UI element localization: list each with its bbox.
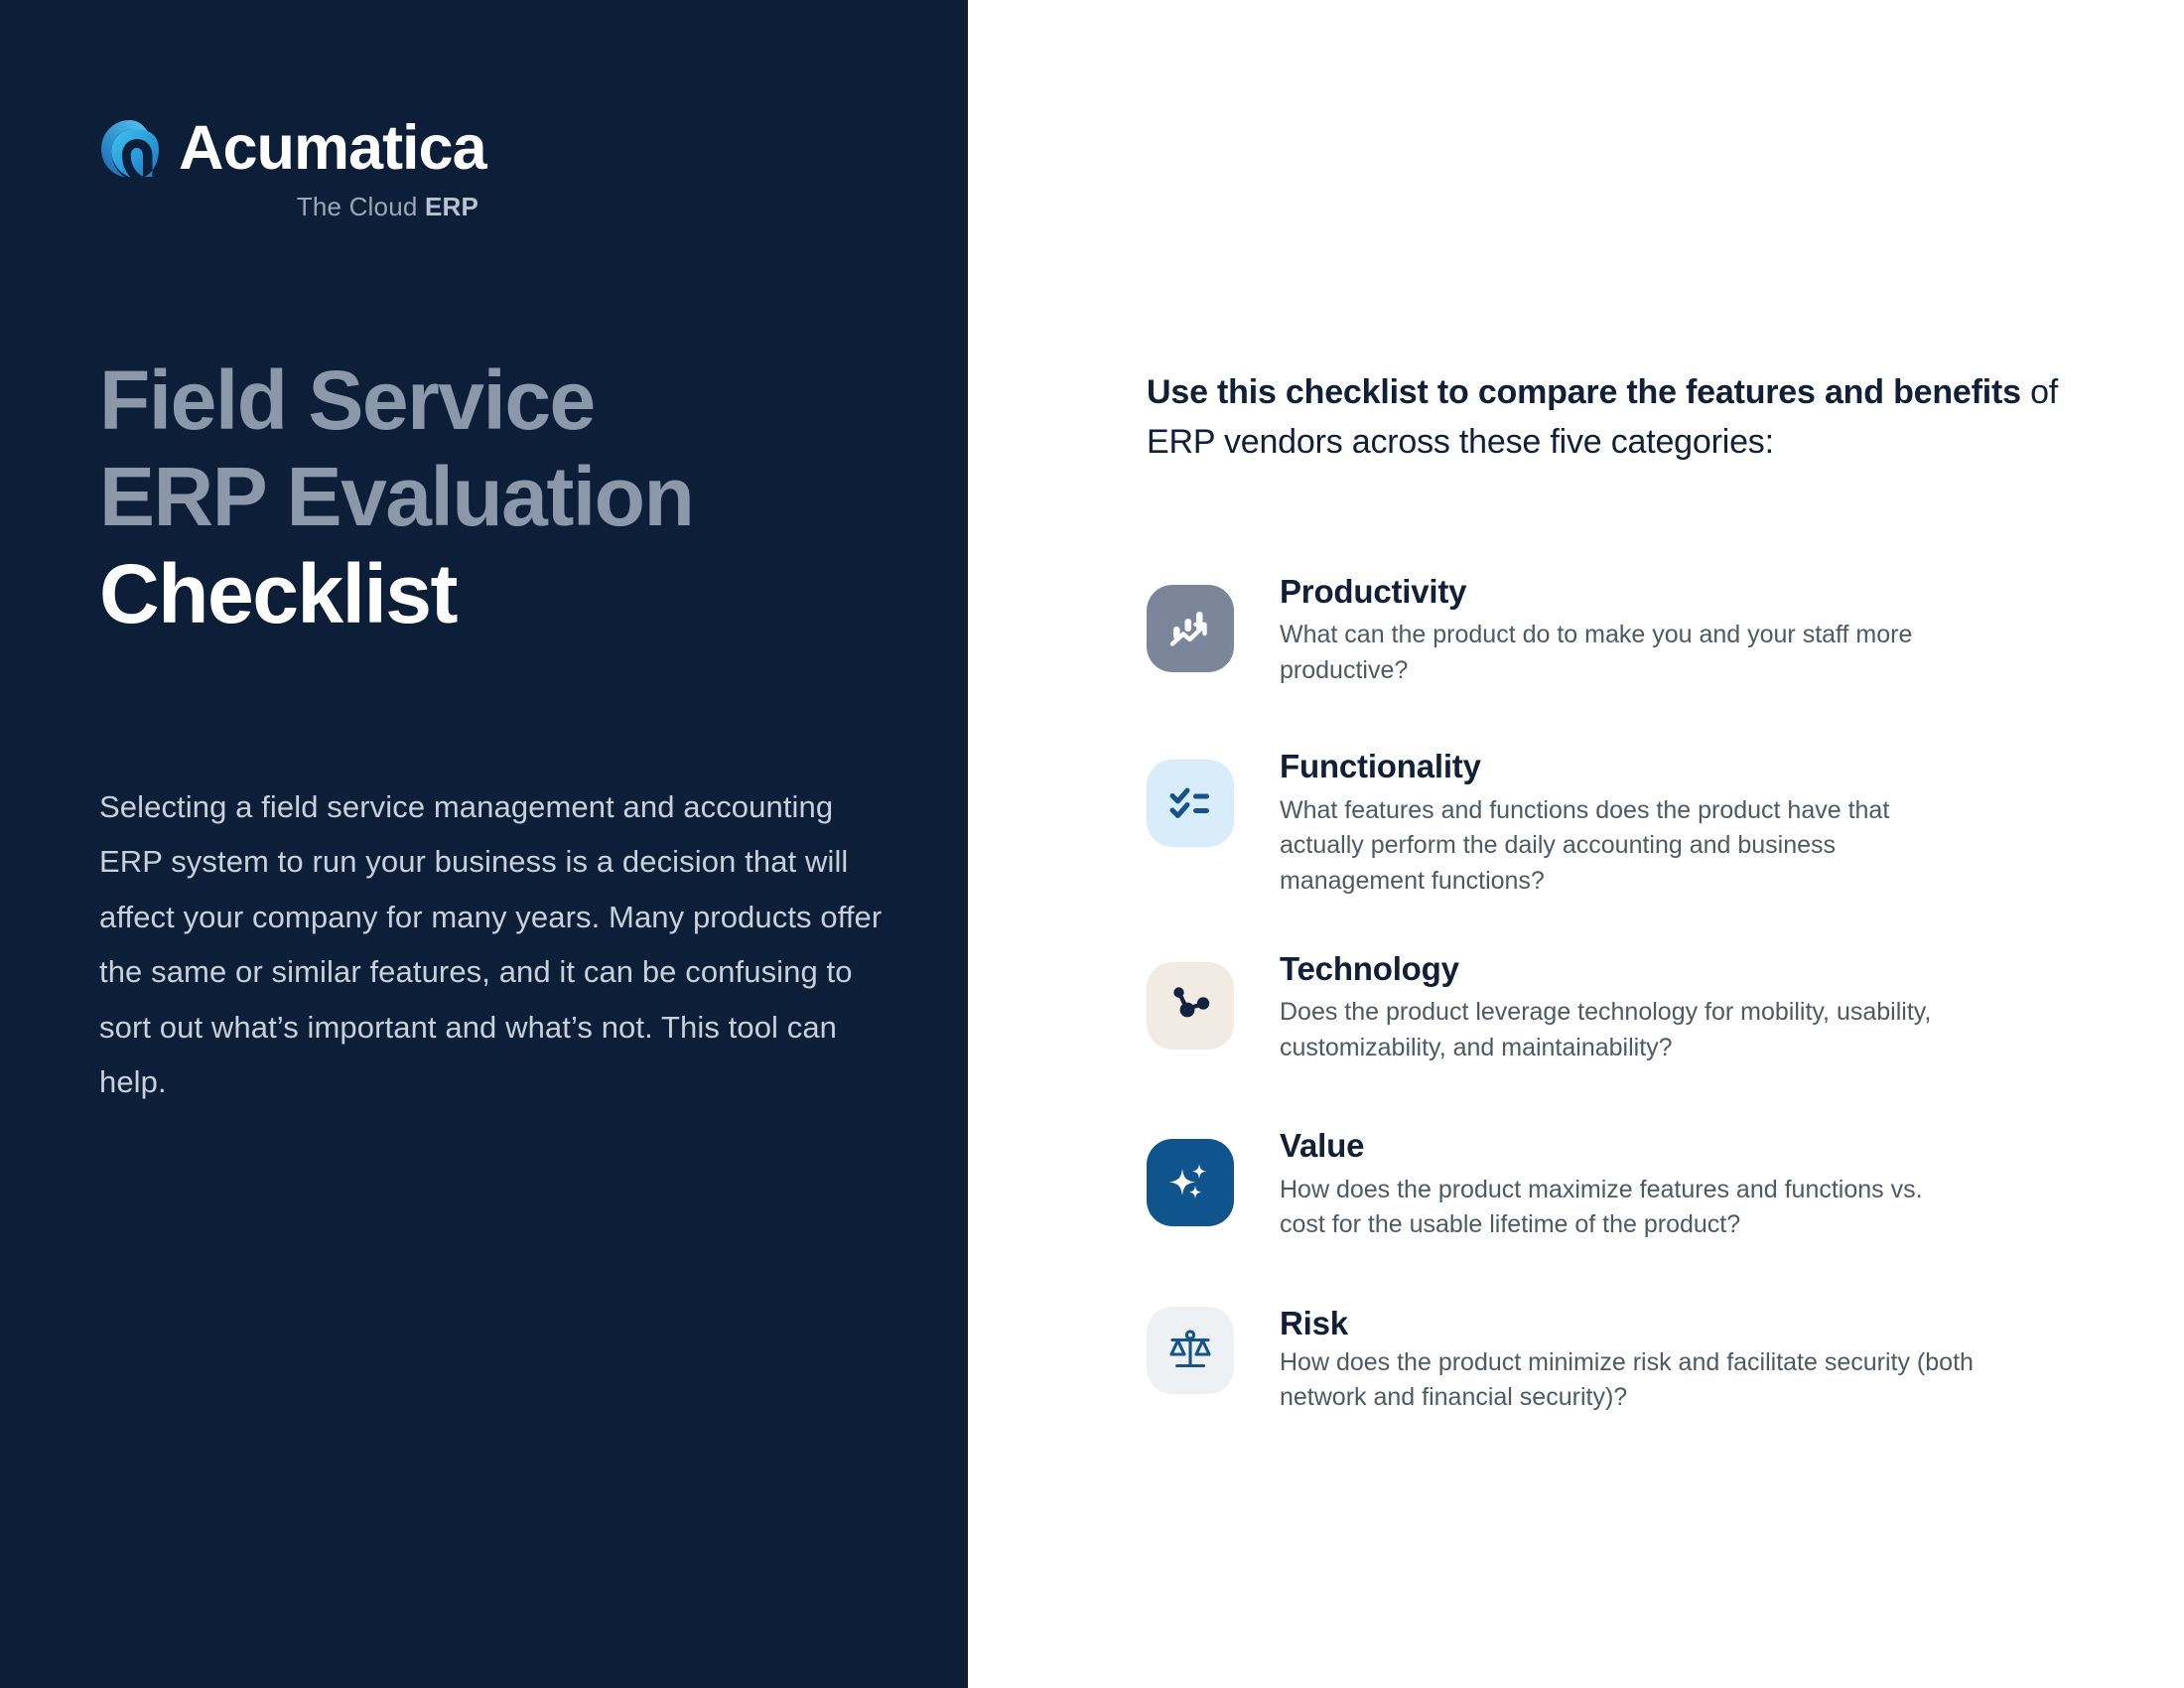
acumatica-swirl-logo-icon (99, 118, 161, 180)
category-body (1280, 1125, 1975, 1242)
category-description: How does the product minimize risk and facilitate security (both network and financial security)? (1280, 1347, 1974, 1412)
page-title-line-2: ERP Evaluation (99, 450, 694, 544)
checklist-intro-rest: of ERP vendors across these five categories: (1147, 373, 2059, 462)
category-description: What can the product do to make you and your staff more productive? (1280, 621, 1913, 684)
sparkles-icon (1147, 1139, 1234, 1226)
category-description: Does the product leverage technology for mobility, usability, customizability, and maintainability? (1280, 998, 1932, 1061)
network-nodes-icon (1147, 962, 1234, 1050)
brand-tagline (99, 192, 478, 222)
list-item (1147, 1303, 2139, 1416)
logo-row (99, 113, 496, 183)
category-title: Value (1280, 1127, 1365, 1165)
category-description: How does the product maximize features and functions vs. cost for the usable lifetime of the product? (1280, 1175, 1923, 1238)
list-item (1147, 571, 2139, 688)
category-title: Functionality (1280, 748, 1481, 785)
category-title: Technology (1280, 950, 1459, 987)
balance-scales-icon (1147, 1307, 1234, 1394)
tagline-prefix: The Cloud (296, 192, 425, 221)
list-item (1147, 1125, 2139, 1242)
page-title-line-1: Field Service (99, 353, 595, 447)
brand-logo (99, 113, 496, 222)
category-title: Productivity (1280, 573, 1467, 610)
checklist-intro-bold: Use this checklist to compare the features and benefits (1147, 373, 2021, 411)
category-title: Risk (1280, 1304, 1348, 1341)
list-item (1147, 746, 2139, 899)
checklist-intro (1147, 367, 2100, 468)
category-body (1280, 948, 1975, 1065)
brand-name: Acumatica (179, 113, 486, 183)
checklist-icon (1147, 760, 1234, 847)
tagline-erp: ERP (424, 192, 478, 221)
category-list (1147, 571, 2139, 1416)
category-body (1280, 571, 1975, 688)
category-body (1280, 1303, 1975, 1416)
category-description: What features and functions does the product have that actually perform the daily accounting and business management functions? (1280, 795, 1890, 895)
page-title-line-3: Checklist (99, 546, 457, 640)
list-item (1147, 948, 2139, 1065)
checklist-panel (968, 0, 2184, 1688)
category-body (1280, 746, 1975, 899)
hero-paragraph: Selecting a field service management and accounting ERP system to run your business is a decision that will affect your company for many years. Many products offer the same or similar features, and it can be confusing to sort out what’s important and what’s not. This tool can help. (99, 789, 883, 1100)
bar-chart-trend-up-icon (1147, 585, 1234, 672)
hero-panel (0, 0, 968, 1688)
page-title (99, 352, 913, 642)
